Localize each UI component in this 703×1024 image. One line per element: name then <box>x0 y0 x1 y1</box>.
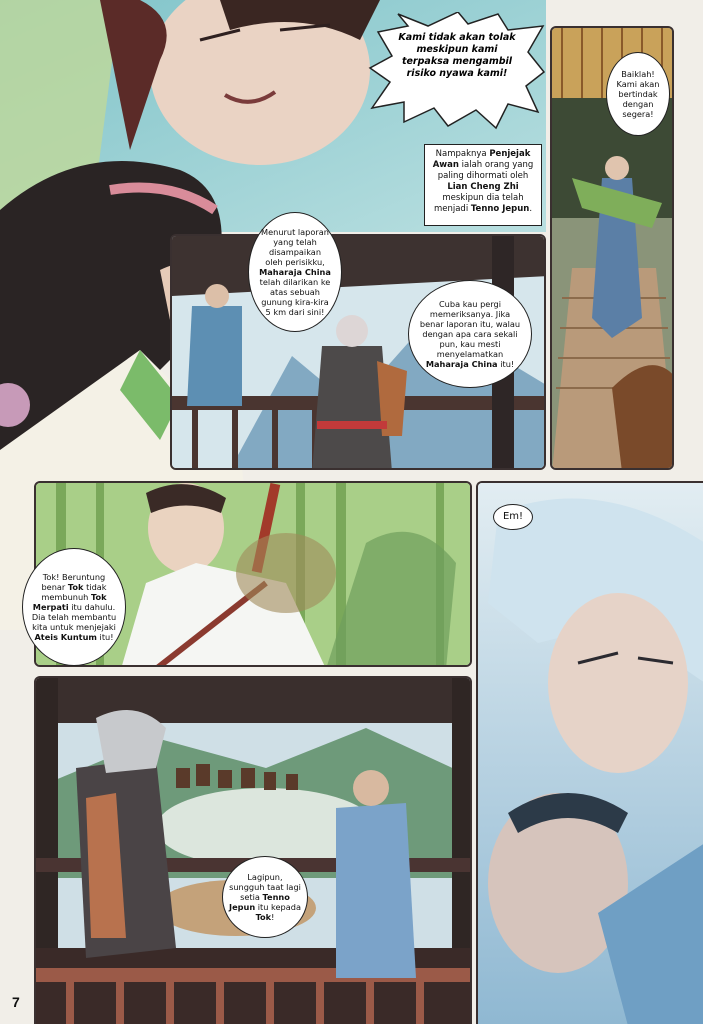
speech-name: Tenno Jepun <box>229 892 290 912</box>
shout-text: Kami tidak akan tolak meskipun kami terpaksa mengambil risiko nyawa kami! <box>398 32 516 79</box>
speech-bubble-panel5 <box>493 504 533 530</box>
speech-bubble-panel3 <box>606 52 670 136</box>
narration-caption: Nampaknya Penjejak Awan ialah orang yang paling dihormati oleh Lian Cheng Zhi meskipun dia telah menjadi Tenno Jepun. <box>424 144 542 226</box>
speech-text: Menurut laporan yang telah disampaikan oleh perisikku, <box>261 227 329 267</box>
caption-name: Tenno Jepun <box>470 204 530 214</box>
shout-bubble <box>392 32 522 80</box>
speech-name: Maharaja China <box>259 267 331 277</box>
upper-face <box>548 593 688 773</box>
caption-name: Penjejak Awan <box>432 149 531 170</box>
panel-5 <box>476 481 703 1024</box>
speech-text: Em! <box>502 511 524 522</box>
speech-name: Tok <box>255 912 272 922</box>
blue-robed-man <box>187 306 242 406</box>
speech-text: Cuba kau pergi memeriksanya. Jika benar laporan itu, walau dengan apa cara sekali pun, kau mesti menyelamatkan <box>419 299 521 359</box>
speech-bubble-panel2-b <box>408 280 532 388</box>
caption-text: Nampaknya <box>435 149 487 159</box>
speech-text: Baiklah! Kami akan bertindak dengan segera! <box>616 69 660 119</box>
speech-name: Tok Merpati <box>32 592 107 612</box>
caption-name: Lian Cheng Zhi <box>447 182 519 192</box>
speech-bubble-panel4 <box>22 548 126 666</box>
caption-text: ialah orang yang paling dihormati oleh <box>437 160 534 181</box>
speech-name: Ateis Kuntum <box>34 632 97 642</box>
caption-text: meskipun dia telah menjadi <box>433 193 524 214</box>
speech-name: Maharaja China <box>425 359 498 369</box>
speech-text: Lagipun, sungguh taat lagi setia <box>229 872 301 902</box>
speech-name: Tok <box>67 582 84 592</box>
speech-bubble-panel2-a <box>248 212 342 332</box>
speech-bubble-panel6: Lagipun, sungguh taat lagi setia Tenno Jepun itu kepada Tok! <box>222 856 308 938</box>
speech-text: telah dilarikan ke atas sebuah gunung kira-kira 5 km dari sini! <box>259 277 331 317</box>
panel-6 <box>34 676 472 1024</box>
speech-text: tidak membunuh <box>41 582 107 602</box>
speech-text: itu kepada <box>257 902 301 912</box>
speech-text: itu! <box>500 359 515 369</box>
speech-text: Tok! Beruntung benar <box>41 572 106 592</box>
blue-robed-man <box>336 803 416 978</box>
speech-text: itu dahulu. Dia telah membantu kita untuk menjejaki <box>31 602 117 632</box>
horse <box>612 365 674 470</box>
panel-5-art <box>478 483 703 1024</box>
speech-text: itu! <box>99 632 114 642</box>
panel-6-art <box>36 678 472 1024</box>
page-number: 7 <box>12 994 20 1010</box>
straw-hat <box>236 533 336 613</box>
